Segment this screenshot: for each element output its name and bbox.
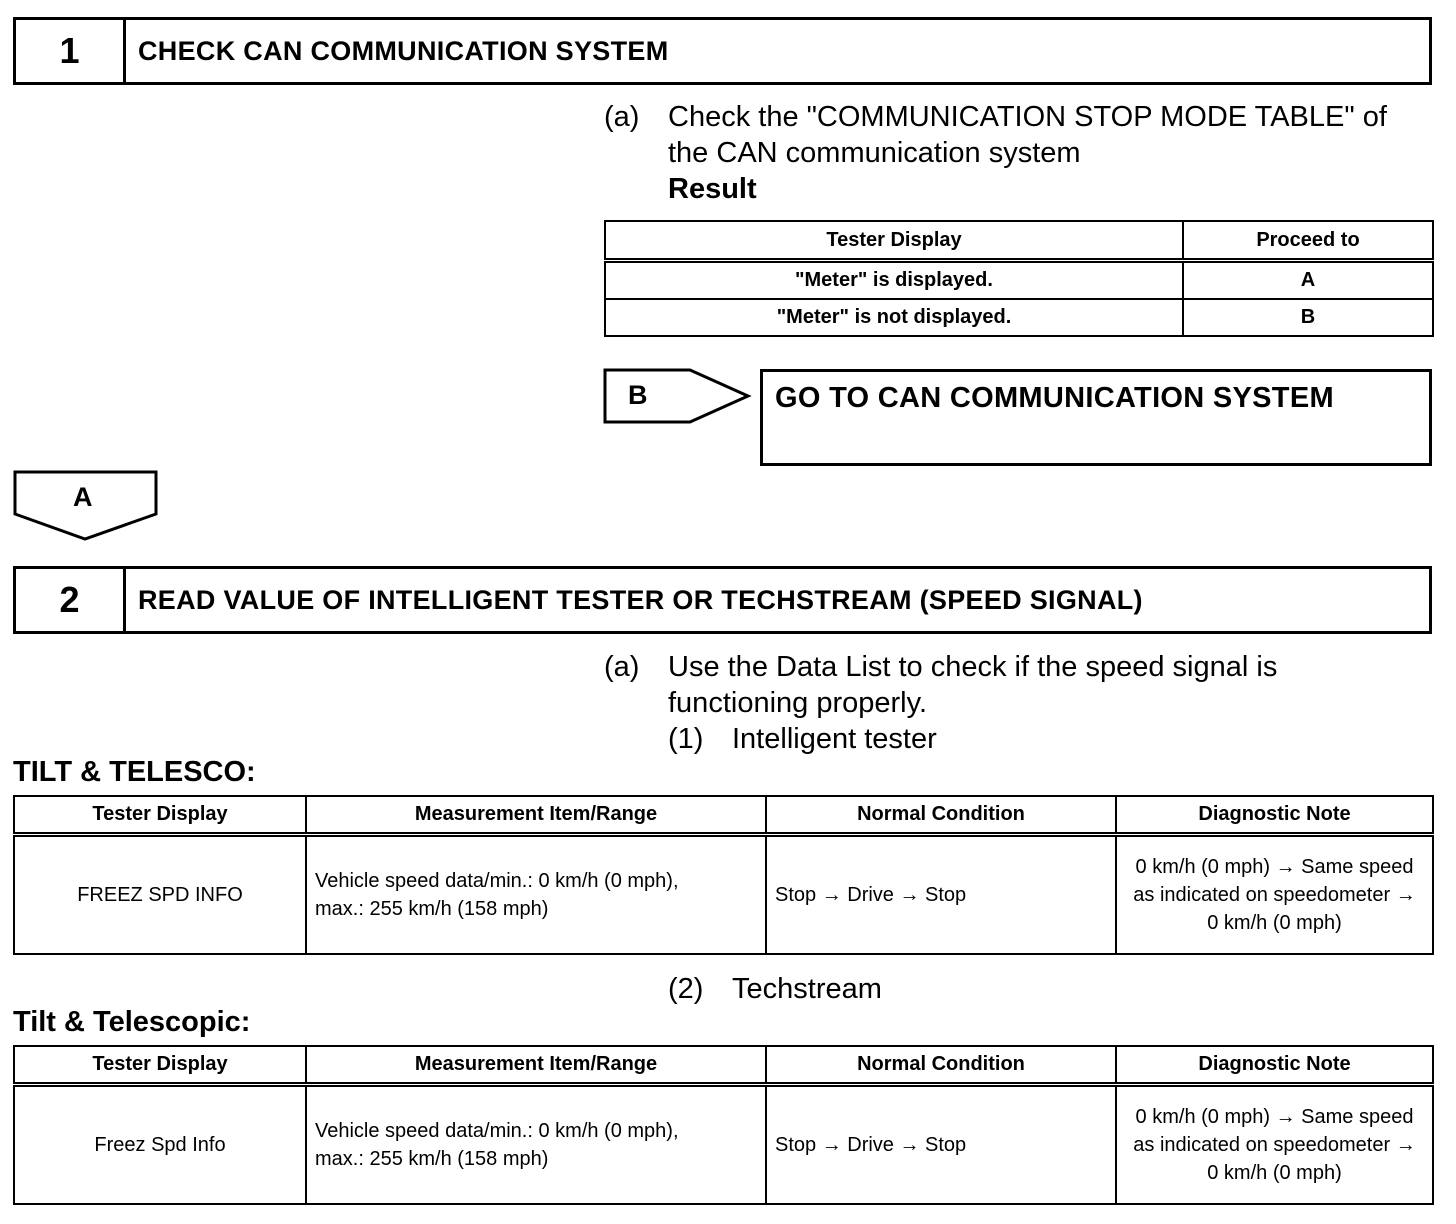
header-measurement-item: Measurement Item/Range bbox=[306, 1046, 766, 1085]
result-cell-display: "Meter" is displayed. bbox=[605, 261, 1183, 300]
result-cell-display: "Meter" is not displayed. bbox=[605, 299, 1183, 336]
step-1-title: CHECK CAN COMMUNICATION SYSTEM bbox=[138, 35, 669, 66]
cell-tester-display: FREEZ SPD INFO bbox=[14, 835, 306, 955]
cell-diagnostic-note: 0 km/h (0 mph) → Same speed as indicated on speedometer → 0 km/h (0 mph) bbox=[1116, 835, 1433, 955]
step-1-number: 1 bbox=[16, 20, 126, 82]
table-row bbox=[605, 261, 1433, 300]
result-header-tester-display: Tester Display bbox=[605, 221, 1183, 261]
header-diagnostic-note: Diagnostic Note bbox=[1116, 1046, 1433, 1085]
sub-item-2-text: Techstream bbox=[732, 973, 882, 1005]
table-row bbox=[14, 835, 1433, 955]
cell-diagnostic-note: 0 km/h (0 mph) → Same speed as indicated on speedometer → 0 km/h (0 mph) bbox=[1116, 1085, 1433, 1205]
table-row bbox=[14, 1085, 1433, 1205]
branch-b-arrow-icon bbox=[602, 367, 754, 427]
result-table-header-row bbox=[605, 221, 1433, 261]
step-1-item-a-label: (a) bbox=[604, 101, 640, 133]
cell-measurement-item bbox=[306, 1085, 766, 1205]
step-2-header bbox=[13, 566, 1432, 634]
step-2-item-a-line2: functioning properly. bbox=[668, 687, 928, 719]
table-row bbox=[605, 299, 1433, 336]
cell-normal-condition: Stop → Drive → Stop bbox=[766, 1085, 1116, 1205]
data-table-header-row bbox=[14, 1046, 1433, 1085]
header-tester-display: Tester Display bbox=[14, 796, 306, 835]
result-table bbox=[604, 220, 1434, 337]
step-1-header bbox=[13, 17, 1432, 85]
step-1-item-a-line2: the CAN communication system bbox=[668, 137, 1081, 169]
data-table-techstream bbox=[13, 1045, 1434, 1205]
branch-b-goto-box: GO TO CAN COMMUNICATION SYSTEM bbox=[760, 369, 1432, 466]
step-1-item-a bbox=[604, 99, 1434, 209]
branch-a-label: A bbox=[73, 482, 93, 512]
branch-b-label: B bbox=[628, 380, 648, 410]
step-1-item-a-line1: Check the "COMMUNICATION STOP MODE TABLE" of bbox=[668, 101, 1387, 133]
cell-range-line1: Vehicle speed data/min.: 0 km/h (0 mph), bbox=[315, 870, 679, 892]
cell-range-line2: max.: 255 km/h (158 mph) bbox=[315, 898, 549, 920]
header-tester-display: Tester Display bbox=[14, 1046, 306, 1085]
sub-item-1-label: (1) bbox=[668, 723, 704, 755]
cell-range-line1: Vehicle speed data/min.: 0 km/h (0 mph), bbox=[315, 1120, 679, 1142]
step-2-number: 2 bbox=[16, 569, 126, 631]
cell-tester-display: Freez Spd Info bbox=[14, 1085, 306, 1205]
table-1-title: TILT & TELESCO: bbox=[13, 756, 256, 788]
sub-item-2 bbox=[668, 971, 1068, 1007]
data-table-header-row bbox=[14, 796, 1433, 835]
cell-normal-condition: Stop → Drive → Stop bbox=[766, 835, 1116, 955]
sub-item-2-label: (2) bbox=[668, 973, 704, 1005]
result-cell-proceed: B bbox=[1183, 299, 1433, 336]
sub-item-1 bbox=[668, 721, 1068, 757]
cell-range-line2: max.: 255 km/h (158 mph) bbox=[315, 1148, 549, 1170]
header-diagnostic-note: Diagnostic Note bbox=[1116, 796, 1433, 835]
result-label: Result bbox=[668, 173, 757, 205]
table-2-title: Tilt & Telescopic: bbox=[13, 1006, 251, 1038]
result-header-proceed-to: Proceed to bbox=[1183, 221, 1433, 261]
step-2-item-a-label: (a) bbox=[604, 651, 640, 683]
header-measurement-item: Measurement Item/Range bbox=[306, 796, 766, 835]
header-normal-condition: Normal Condition bbox=[766, 1046, 1116, 1085]
header-normal-condition: Normal Condition bbox=[766, 796, 1116, 835]
cell-measurement-item bbox=[306, 835, 766, 955]
step-2-title: READ VALUE OF INTELLIGENT TESTER OR TECHSTREAM (SPEED SIGNAL) bbox=[138, 584, 1143, 615]
sub-item-1-text: Intelligent tester bbox=[732, 723, 937, 755]
step-2-item-a-line1: Use the Data List to check if the speed signal is bbox=[668, 651, 1278, 683]
data-table-intelligent-tester bbox=[13, 795, 1434, 955]
result-cell-proceed: A bbox=[1183, 261, 1433, 300]
